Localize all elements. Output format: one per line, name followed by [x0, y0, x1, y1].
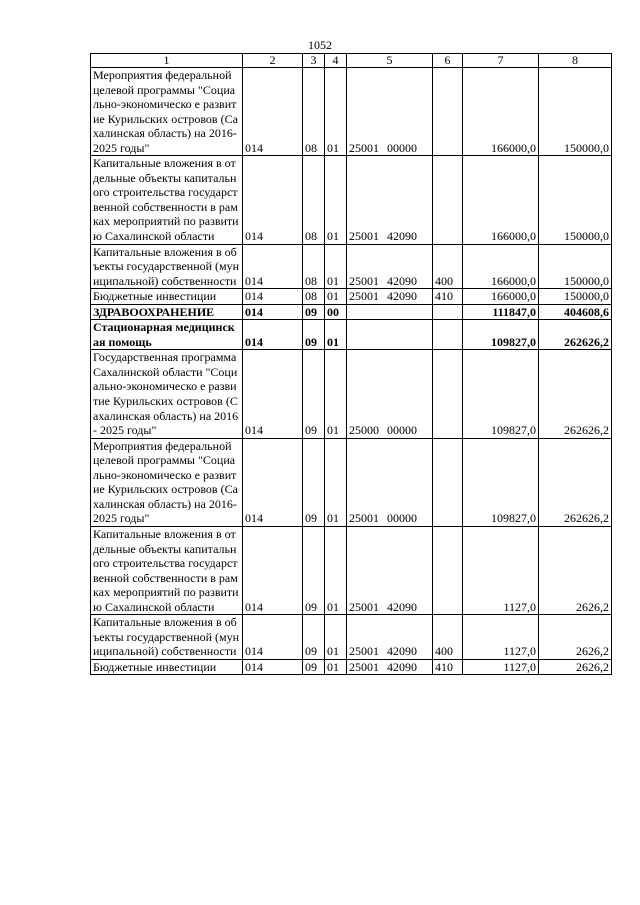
budget-table [90, 53, 612, 675]
ministry-code-cell: 014 [243, 350, 303, 438]
ministry-code-cell: 014 [243, 156, 303, 244]
amount-2024-cell: 109827,0 [463, 350, 539, 438]
target-article-prefix: 25001 [349, 289, 379, 304]
table-row [91, 350, 612, 438]
section-cell: 09 [303, 659, 325, 675]
table-row [91, 304, 612, 320]
target-article-cell [347, 350, 433, 438]
expense-type-cell: 400 [433, 615, 463, 660]
page-number: 1052 [308, 38, 332, 52]
subsection-cell: 00 [325, 304, 347, 320]
table-row [91, 289, 612, 305]
amount-2025-cell: 262626,2 [539, 438, 612, 526]
amount-2024-cell: 1127,0 [463, 526, 539, 614]
column-header: 4 [325, 54, 347, 68]
amount-2024-cell: 1127,0 [463, 615, 539, 660]
amount-2025-cell: 150000,0 [539, 68, 612, 156]
section-cell: 09 [303, 438, 325, 526]
section-cell: 09 [303, 350, 325, 438]
target-article-prefix: 25001 [349, 644, 379, 659]
subsection-cell: 01 [325, 350, 347, 438]
expense-type-cell [433, 68, 463, 156]
target-article-cell [347, 289, 433, 305]
row-name-cell: Капитальные вложения в отдельные объекты капитального строительства государственной собственности в рамках мероприятий по развитию Сахалинской области [91, 526, 243, 614]
subsection-cell: 01 [325, 659, 347, 675]
target-article-cell [347, 320, 433, 350]
amount-2025-cell: 262626,2 [539, 350, 612, 438]
expense-type-cell [433, 438, 463, 526]
target-article-prefix: 25000 [349, 423, 379, 438]
section-cell: 08 [303, 244, 325, 289]
expense-type-cell: 410 [433, 289, 463, 305]
target-article-cell [347, 156, 433, 244]
amount-2024-cell: 109827,0 [463, 438, 539, 526]
target-article-prefix: 25001 [349, 229, 379, 244]
amount-2025-cell: 404608,6 [539, 304, 612, 320]
row-name-cell: Мероприятия федеральной целевой программы "Социально-экономическо е развитие Курильских островов (Сахалинская область) на 2016-2025 годы" [91, 68, 243, 156]
table-row [91, 526, 612, 614]
subsection-cell: 01 [325, 320, 347, 350]
ministry-code-cell: 014 [243, 615, 303, 660]
target-article-cell [347, 304, 433, 320]
table-row [91, 320, 612, 350]
amount-2024-cell: 166000,0 [463, 244, 539, 289]
section-cell: 08 [303, 68, 325, 156]
column-header: 8 [539, 54, 612, 68]
amount-2024-cell: 166000,0 [463, 68, 539, 156]
amount-2024-cell: 109827,0 [463, 320, 539, 350]
row-name-cell: Капитальные вложения в отдельные объекты капитального строительства государственной собственности в рамках мероприятий по развитию Сахалинской области [91, 156, 243, 244]
section-cell: 08 [303, 156, 325, 244]
row-name-cell: Бюджетные инвестиции [91, 289, 243, 305]
subsection-cell: 01 [325, 289, 347, 305]
column-header: 1 [91, 54, 243, 68]
table-row [91, 68, 612, 156]
target-article-cell [347, 438, 433, 526]
target-article-prefix: 25001 [349, 599, 379, 614]
table-row [91, 156, 612, 244]
target-article-prefix: 25001 [349, 273, 379, 288]
ministry-code-cell: 014 [243, 526, 303, 614]
target-article-suffix: 42090 [387, 644, 417, 659]
section-cell: 08 [303, 289, 325, 305]
target-article-suffix: 42090 [387, 289, 417, 304]
target-article-cell [347, 526, 433, 614]
amount-2025-cell: 262626,2 [539, 320, 612, 350]
amount-2024-cell: 166000,0 [463, 156, 539, 244]
table-row [91, 659, 612, 675]
column-header: 7 [463, 54, 539, 68]
amount-2024-cell: 111847,0 [463, 304, 539, 320]
expense-type-cell [433, 156, 463, 244]
amount-2025-cell: 150000,0 [539, 289, 612, 305]
target-article-prefix: 25001 [349, 511, 379, 526]
row-name-cell: ЗДРАВООХРАНЕНИЕ [91, 304, 243, 320]
section-cell: 09 [303, 526, 325, 614]
table-row [91, 615, 612, 660]
expense-type-cell [433, 320, 463, 350]
target-article-cell [347, 244, 433, 289]
column-header: 2 [243, 54, 303, 68]
column-header: 3 [303, 54, 325, 68]
ministry-code-cell: 014 [243, 320, 303, 350]
subsection-cell: 01 [325, 156, 347, 244]
column-header-row [91, 54, 612, 68]
column-header: 5 [347, 54, 433, 68]
target-article-suffix: 42090 [387, 229, 417, 244]
target-article-suffix: 42090 [387, 273, 417, 288]
table-row [91, 438, 612, 526]
target-article-suffix: 00000 [387, 423, 417, 438]
table-row [91, 244, 612, 289]
expense-type-cell [433, 304, 463, 320]
row-name-cell: Капитальные вложения в объекты государственной (муниципальной) собственности [91, 244, 243, 289]
row-name-cell: Государственная программа Сахалинской области "Социально-экономическо е развитие Курильских островов (Сахалинская область) на 2016 - 2025 годы" [91, 350, 243, 438]
target-article-cell [347, 659, 433, 675]
amount-2025-cell: 150000,0 [539, 244, 612, 289]
expense-type-cell [433, 350, 463, 438]
amount-2024-cell: 1127,0 [463, 659, 539, 675]
subsection-cell: 01 [325, 526, 347, 614]
target-article-prefix: 25001 [349, 140, 379, 155]
expense-type-cell [433, 526, 463, 614]
row-name-cell: Бюджетные инвестиции [91, 659, 243, 675]
target-article-suffix: 00000 [387, 140, 417, 155]
target-article-suffix: 42090 [387, 659, 417, 674]
subsection-cell: 01 [325, 68, 347, 156]
amount-2025-cell: 150000,0 [539, 156, 612, 244]
target-article-cell [347, 68, 433, 156]
subsection-cell: 01 [325, 438, 347, 526]
row-name-cell: Капитальные вложения в объекты государственной (муниципальной) собственности [91, 615, 243, 660]
section-cell: 09 [303, 615, 325, 660]
target-article-cell [347, 615, 433, 660]
section-cell: 09 [303, 304, 325, 320]
expense-type-cell: 400 [433, 244, 463, 289]
section-cell: 09 [303, 320, 325, 350]
subsection-cell: 01 [325, 615, 347, 660]
amount-2025-cell: 2626,2 [539, 526, 612, 614]
row-name-cell: Мероприятия федеральной целевой программы "Социально-экономическо е развитие Курильских островов (Сахалинская область) на 2016-2025 годы" [91, 438, 243, 526]
row-name-cell: Стационарная медицинская помощь [91, 320, 243, 350]
ministry-code-cell: 014 [243, 68, 303, 156]
target-article-prefix: 25001 [349, 659, 379, 674]
amount-2025-cell: 2626,2 [539, 659, 612, 675]
ministry-code-cell: 014 [243, 438, 303, 526]
target-article-suffix: 42090 [387, 599, 417, 614]
amount-2024-cell: 166000,0 [463, 289, 539, 305]
amount-2025-cell: 2626,2 [539, 615, 612, 660]
ministry-code-cell: 014 [243, 289, 303, 305]
subsection-cell: 01 [325, 244, 347, 289]
ministry-code-cell: 014 [243, 304, 303, 320]
expense-type-cell: 410 [433, 659, 463, 675]
ministry-code-cell: 014 [243, 659, 303, 675]
ministry-code-cell: 014 [243, 244, 303, 289]
column-header: 6 [433, 54, 463, 68]
target-article-suffix: 00000 [387, 511, 417, 526]
